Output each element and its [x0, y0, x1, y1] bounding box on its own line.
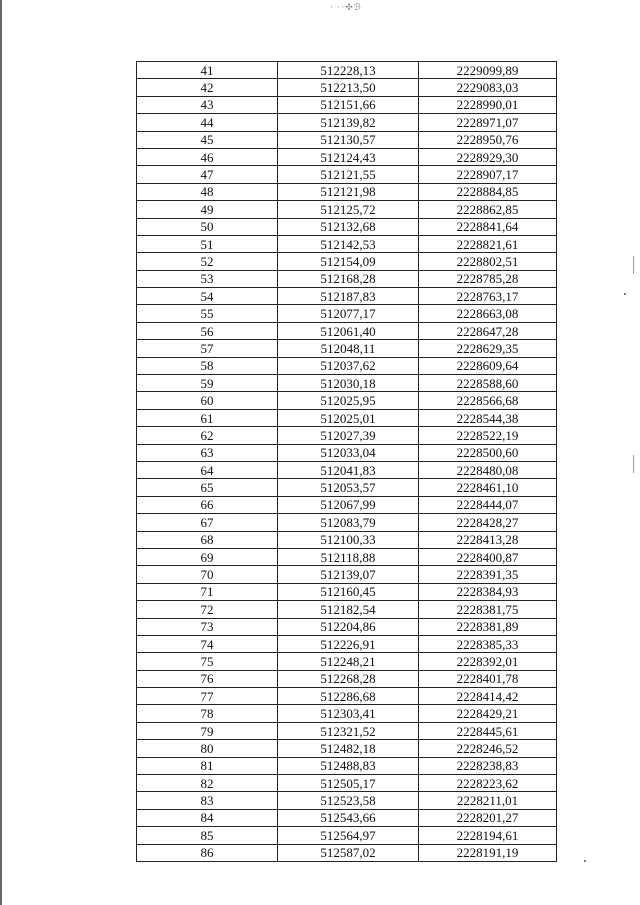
- coordinates-table: [136, 61, 557, 862]
- y-coordinate-cell: 2228629,35: [419, 340, 557, 357]
- table-row: [137, 618, 557, 635]
- point-number-cell: 74: [137, 635, 278, 652]
- table-row: [137, 566, 557, 583]
- table-row: [137, 218, 557, 235]
- x-coordinate-cell: 512160,45: [278, 583, 419, 600]
- point-number-cell: 75: [137, 653, 278, 670]
- point-number-cell: 67: [137, 514, 278, 531]
- point-number-cell: 71: [137, 583, 278, 600]
- table-row: [137, 270, 557, 287]
- table-row: [137, 96, 557, 113]
- y-coordinate-cell: 2228194,61: [419, 827, 557, 844]
- y-coordinate-cell: 2228884,85: [419, 183, 557, 200]
- table-row: [137, 757, 557, 774]
- x-coordinate-cell: 512130,57: [278, 131, 419, 148]
- x-coordinate-cell: 512268,28: [278, 670, 419, 687]
- table-row: [137, 444, 557, 461]
- point-number-cell: 50: [137, 218, 278, 235]
- point-number-cell: 66: [137, 496, 278, 513]
- y-coordinate-cell: 2229083,03: [419, 79, 557, 96]
- table-row: [137, 792, 557, 809]
- y-coordinate-cell: 2228384,93: [419, 583, 557, 600]
- x-coordinate-cell: 512030,18: [278, 375, 419, 392]
- x-coordinate-cell: 512048,11: [278, 340, 419, 357]
- x-coordinate-cell: 512121,98: [278, 183, 419, 200]
- y-coordinate-cell: 2228500,60: [419, 444, 557, 461]
- point-number-cell: 41: [137, 62, 278, 79]
- y-coordinate-cell: 2228246,52: [419, 740, 557, 757]
- table-row: [137, 601, 557, 618]
- table-row: [137, 653, 557, 670]
- y-coordinate-cell: 2228544,38: [419, 409, 557, 426]
- table-row: [137, 548, 557, 565]
- x-coordinate-cell: 512564,97: [278, 827, 419, 844]
- point-number-cell: 53: [137, 270, 278, 287]
- y-coordinate-cell: 2228480,08: [419, 461, 557, 478]
- x-coordinate-cell: 512132,68: [278, 218, 419, 235]
- x-coordinate-cell: 512027,39: [278, 427, 419, 444]
- coordinates-table-body: [137, 62, 557, 862]
- y-coordinate-cell: 2228929,30: [419, 148, 557, 165]
- table-row: [137, 827, 557, 844]
- point-number-cell: 73: [137, 618, 278, 635]
- table-row: [137, 288, 557, 305]
- y-coordinate-cell: 2228211,01: [419, 792, 557, 809]
- x-coordinate-cell: 512139,07: [278, 566, 419, 583]
- y-coordinate-cell: 2228445,61: [419, 722, 557, 739]
- y-coordinate-cell: 2229099,89: [419, 62, 557, 79]
- y-coordinate-cell: 2228990,01: [419, 96, 557, 113]
- point-number-cell: 60: [137, 392, 278, 409]
- table-row: [137, 514, 557, 531]
- point-number-cell: 79: [137, 722, 278, 739]
- table-row: [137, 705, 557, 722]
- table-row: [137, 375, 557, 392]
- table-row: [137, 148, 557, 165]
- y-coordinate-cell: 2228401,78: [419, 670, 557, 687]
- y-coordinate-cell: 2228191,19: [419, 844, 557, 861]
- point-number-cell: 49: [137, 201, 278, 218]
- point-number-cell: 83: [137, 792, 278, 809]
- point-number-cell: 84: [137, 809, 278, 826]
- point-number-cell: 58: [137, 357, 278, 374]
- point-number-cell: 57: [137, 340, 278, 357]
- y-coordinate-cell: 2228566,68: [419, 392, 557, 409]
- table-row: [137, 775, 557, 792]
- x-coordinate-cell: 512187,83: [278, 288, 419, 305]
- table-row: [137, 409, 557, 426]
- point-number-cell: 44: [137, 114, 278, 131]
- point-number-cell: 77: [137, 688, 278, 705]
- y-coordinate-cell: 2228907,17: [419, 166, 557, 183]
- table-row: [137, 496, 557, 513]
- x-coordinate-cell: 512286,68: [278, 688, 419, 705]
- table-row: [137, 183, 557, 200]
- table-row: [137, 305, 557, 322]
- x-coordinate-cell: 512100,33: [278, 531, 419, 548]
- x-coordinate-cell: 512025,01: [278, 409, 419, 426]
- y-coordinate-cell: 2228663,08: [419, 305, 557, 322]
- table-row: [137, 809, 557, 826]
- point-number-cell: 52: [137, 253, 278, 270]
- table-row: [137, 583, 557, 600]
- table-row: [137, 340, 557, 357]
- x-coordinate-cell: 512204,86: [278, 618, 419, 635]
- point-number-cell: 59: [137, 375, 278, 392]
- point-number-cell: 85: [137, 827, 278, 844]
- y-coordinate-cell: 2228950,76: [419, 131, 557, 148]
- table-row: [137, 322, 557, 339]
- x-coordinate-cell: 512226,91: [278, 635, 419, 652]
- x-coordinate-cell: 512213,50: [278, 79, 419, 96]
- table-row: [137, 392, 557, 409]
- y-coordinate-cell: 2228392,01: [419, 653, 557, 670]
- y-coordinate-cell: 2228238,83: [419, 757, 557, 774]
- point-number-cell: 46: [137, 148, 278, 165]
- x-coordinate-cell: 512151,66: [278, 96, 419, 113]
- point-number-cell: 68: [137, 531, 278, 548]
- y-coordinate-cell: 2228444,07: [419, 496, 557, 513]
- x-coordinate-cell: 512025,95: [278, 392, 419, 409]
- table-row: [137, 479, 557, 496]
- x-coordinate-cell: 512488,83: [278, 757, 419, 774]
- point-number-cell: 76: [137, 670, 278, 687]
- y-coordinate-cell: 2228588,60: [419, 375, 557, 392]
- table-row: [137, 670, 557, 687]
- x-coordinate-cell: 512182,54: [278, 601, 419, 618]
- table-row: [137, 166, 557, 183]
- table-row: [137, 427, 557, 444]
- x-coordinate-cell: 512124,43: [278, 148, 419, 165]
- point-number-cell: 80: [137, 740, 278, 757]
- y-coordinate-cell: 2228385,33: [419, 635, 557, 652]
- scan-speck: [624, 293, 626, 295]
- point-number-cell: 61: [137, 409, 278, 426]
- point-number-cell: 64: [137, 461, 278, 478]
- y-coordinate-cell: 2228413,28: [419, 531, 557, 548]
- table-row: [137, 740, 557, 757]
- y-coordinate-cell: 2228414,42: [419, 688, 557, 705]
- point-number-cell: 69: [137, 548, 278, 565]
- x-coordinate-cell: 512083,79: [278, 514, 419, 531]
- x-coordinate-cell: 512228,13: [278, 62, 419, 79]
- x-coordinate-cell: 512041,83: [278, 461, 419, 478]
- x-coordinate-cell: 512077,17: [278, 305, 419, 322]
- x-coordinate-cell: 512142,53: [278, 235, 419, 252]
- point-number-cell: 65: [137, 479, 278, 496]
- y-coordinate-cell: 2228201,27: [419, 809, 557, 826]
- x-coordinate-cell: 512154,09: [278, 253, 419, 270]
- table-row: [137, 688, 557, 705]
- table-row: [137, 357, 557, 374]
- point-number-cell: 82: [137, 775, 278, 792]
- y-coordinate-cell: 2228802,51: [419, 253, 557, 270]
- page-top-mark: · ··✣ℬ: [330, 2, 362, 12]
- y-coordinate-cell: 2228381,89: [419, 618, 557, 635]
- x-coordinate-cell: 512067,99: [278, 496, 419, 513]
- point-number-cell: 62: [137, 427, 278, 444]
- x-coordinate-cell: 512587,02: [278, 844, 419, 861]
- point-number-cell: 48: [137, 183, 278, 200]
- x-coordinate-cell: 512139,82: [278, 114, 419, 131]
- y-coordinate-cell: 2228429,21: [419, 705, 557, 722]
- point-number-cell: 86: [137, 844, 278, 861]
- scan-speck: [584, 860, 586, 862]
- x-coordinate-cell: 512321,52: [278, 722, 419, 739]
- x-coordinate-cell: 512118,88: [278, 548, 419, 565]
- y-coordinate-cell: 2228381,75: [419, 601, 557, 618]
- table-row: [137, 635, 557, 652]
- y-coordinate-cell: 2228971,07: [419, 114, 557, 131]
- point-number-cell: 78: [137, 705, 278, 722]
- x-coordinate-cell: 512248,21: [278, 653, 419, 670]
- scan-margin-mark: [633, 256, 634, 274]
- x-coordinate-cell: 512033,04: [278, 444, 419, 461]
- point-number-cell: 55: [137, 305, 278, 322]
- y-coordinate-cell: 2228841,64: [419, 218, 557, 235]
- y-coordinate-cell: 2228763,17: [419, 288, 557, 305]
- x-coordinate-cell: 512125,72: [278, 201, 419, 218]
- x-coordinate-cell: 512168,28: [278, 270, 419, 287]
- x-coordinate-cell: 512037,62: [278, 357, 419, 374]
- y-coordinate-cell: 2228461,10: [419, 479, 557, 496]
- table-row: [137, 201, 557, 218]
- y-coordinate-cell: 2228223,62: [419, 775, 557, 792]
- point-number-cell: 63: [137, 444, 278, 461]
- x-coordinate-cell: 512121,55: [278, 166, 419, 183]
- y-coordinate-cell: 2228821,61: [419, 235, 557, 252]
- x-coordinate-cell: 512482,18: [278, 740, 419, 757]
- table-row: [137, 62, 557, 79]
- scan-left-edge: [0, 0, 2, 905]
- table-row: [137, 531, 557, 548]
- y-coordinate-cell: 2228391,35: [419, 566, 557, 583]
- x-coordinate-cell: 512543,66: [278, 809, 419, 826]
- point-number-cell: 81: [137, 757, 278, 774]
- x-coordinate-cell: 512505,17: [278, 775, 419, 792]
- table-row: [137, 461, 557, 478]
- point-number-cell: 54: [137, 288, 278, 305]
- x-coordinate-cell: 512053,57: [278, 479, 419, 496]
- scan-margin-mark: [633, 455, 634, 473]
- y-coordinate-cell: 2228609,64: [419, 357, 557, 374]
- x-coordinate-cell: 512523,58: [278, 792, 419, 809]
- table-row: [137, 235, 557, 252]
- point-number-cell: 51: [137, 235, 278, 252]
- x-coordinate-cell: 512061,40: [278, 322, 419, 339]
- point-number-cell: 45: [137, 131, 278, 148]
- point-number-cell: 56: [137, 322, 278, 339]
- table-row: [137, 253, 557, 270]
- y-coordinate-cell: 2228785,28: [419, 270, 557, 287]
- y-coordinate-cell: 2228400,87: [419, 548, 557, 565]
- point-number-cell: 42: [137, 79, 278, 96]
- x-coordinate-cell: 512303,41: [278, 705, 419, 722]
- table-row: [137, 722, 557, 739]
- table-row: [137, 844, 557, 861]
- y-coordinate-cell: 2228862,85: [419, 201, 557, 218]
- table-row: [137, 114, 557, 131]
- point-number-cell: 47: [137, 166, 278, 183]
- point-number-cell: 43: [137, 96, 278, 113]
- table-row: [137, 131, 557, 148]
- y-coordinate-cell: 2228522,19: [419, 427, 557, 444]
- y-coordinate-cell: 2228647,28: [419, 322, 557, 339]
- point-number-cell: 70: [137, 566, 278, 583]
- y-coordinate-cell: 2228428,27: [419, 514, 557, 531]
- point-number-cell: 72: [137, 601, 278, 618]
- table-row: [137, 79, 557, 96]
